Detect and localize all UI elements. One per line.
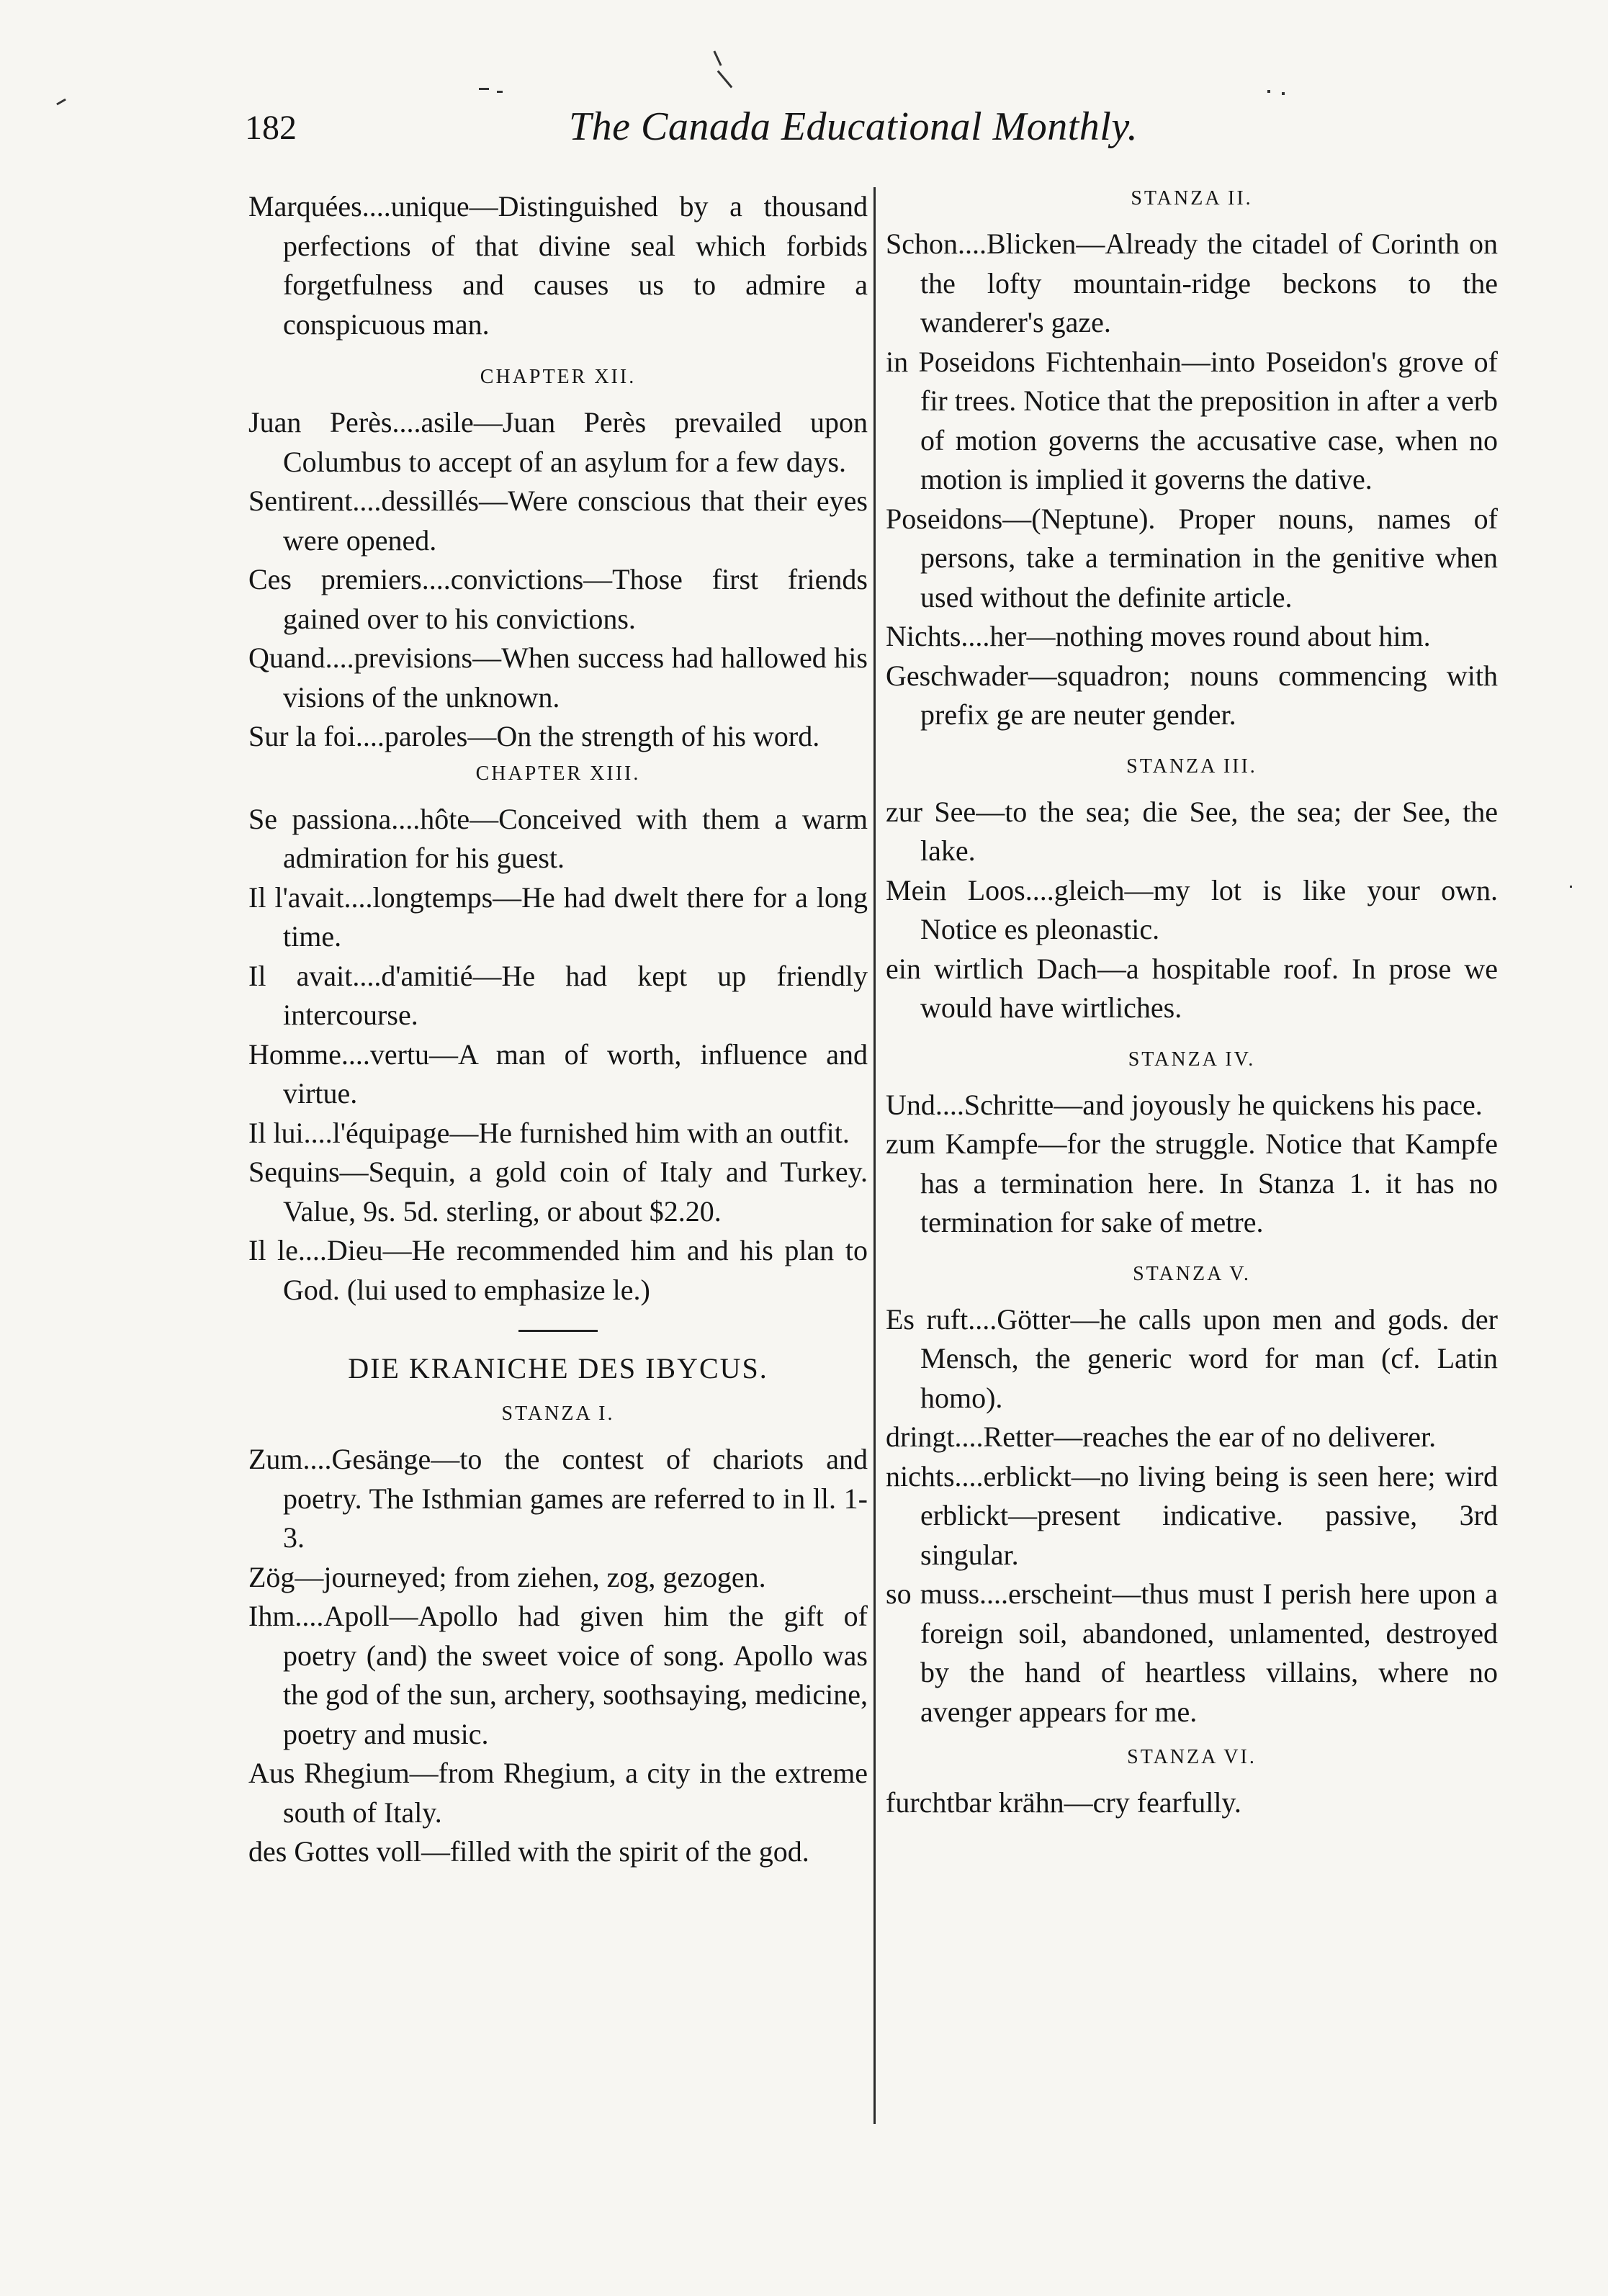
gloss-entry: Schon....Blicken—Already the citadel of Corinth on the lofty mountain-ridge beckons to the wanderer's gaze. bbox=[886, 228, 1498, 338]
right-column bbox=[886, 180, 1498, 1823]
print-mark bbox=[479, 88, 489, 90]
print-mark bbox=[1282, 92, 1285, 95]
print-mark bbox=[713, 50, 722, 66]
gloss-entry: Poseidons—(Neptune). Proper nouns, names of persons, take a termination in the genitive when used without the definite article. bbox=[886, 502, 1498, 613]
print-mark bbox=[717, 71, 733, 89]
gloss-entry: dringt....Retter—reaches the ear of no deliverer. bbox=[886, 1421, 1437, 1453]
gloss-entry: Il l'avait....longtemps—He had dwelt there for a long time. bbox=[248, 881, 868, 953]
gloss-entry: Zum....Gesänge—to the contest of chariots and poetry. The Isthmian games are referred to in ll. 1-3. bbox=[248, 1443, 868, 1554]
gloss-entry: Se passiona....hôte—Conceived with them a warm admiration for his guest. bbox=[248, 802, 868, 874]
gloss-entry: Mein Loos....gleich—my lot is like your own. Notice es pleonastic. bbox=[886, 873, 1498, 945]
stanza-heading: STANZA II. bbox=[1131, 187, 1253, 210]
gloss-entry: Sur la foi....paroles—On the strength of his word. bbox=[248, 720, 820, 752]
print-mark bbox=[1267, 90, 1270, 93]
gloss-entry: Ces premiers....convictions—Those first friends gained over to his convictions. bbox=[248, 563, 868, 635]
stanza-heading: STANZA III. bbox=[1126, 755, 1257, 778]
gloss-entry: Il avait....d'amitié—He had kept up friendly intercourse. bbox=[248, 959, 868, 1031]
gloss-entry: Il le....Dieu—He recommended him and his plan to God. (lui used to emphasize le.) bbox=[248, 1234, 868, 1306]
section-rule bbox=[518, 1330, 598, 1332]
page-number: 182 bbox=[245, 109, 297, 147]
running-title: The Canada Educational Monthly. bbox=[569, 104, 1138, 149]
gloss-entry: furchtbar krähn—cry fearfully. bbox=[886, 1786, 1241, 1819]
stanza-heading: STANZA IV. bbox=[1128, 1048, 1256, 1071]
gloss-entry: Nichts....her—nothing moves round about him. bbox=[886, 620, 1431, 652]
gloss-entry: nichts....erblickt—no living being is seen here; wird erblickt—present indicative. passive, 3rd singular. bbox=[886, 1459, 1498, 1571]
print-mark bbox=[56, 99, 66, 106]
gloss-entry: Ihm....Apoll—Apollo had given him the gift of poetry (and) the sweet voice of song. Apollo was the god of the sun, archery, soothsaying, medicine, poetry and music. bbox=[248, 1600, 868, 1750]
gloss-entry: Es ruft....Götter—he calls upon men and gods. der Mensch, the generic word for man (cf. Latin homo). bbox=[886, 1302, 1498, 1414]
gloss-entry: Quand....previsions—When success had hallowed his visions of the unknown. bbox=[248, 641, 868, 713]
gloss-entry: Zög—journeyed; from ziehen, zog, gezogen. bbox=[248, 1560, 766, 1593]
gloss-entry: Und....Schritte—and joyously he quickens his pace. bbox=[886, 1088, 1483, 1121]
column-divider bbox=[873, 187, 876, 2124]
gloss-entry: in Poseidons Fichtenhain—into Poseidon's grove of fir trees. Notice that the preposition in after a verb of motion governs the accusative case, when no motion is implied it governs the dative. bbox=[886, 345, 1498, 495]
gloss-entry: Il lui....l'équipage—He furnished him with an outfit. bbox=[248, 1116, 850, 1149]
stanza-heading: STANZA VI. bbox=[1127, 1746, 1257, 1768]
gloss-entry: zur See—to the sea; die See, the sea; der See, the lake. bbox=[886, 795, 1498, 867]
gloss-entry: des Gottes voll—filled with the spirit of the god. bbox=[248, 1835, 809, 1868]
stanza-heading: STANZA I. bbox=[501, 1403, 615, 1425]
gloss-entry: Aus Rhegium—from Rhegium, a city in the extreme south of Italy. bbox=[248, 1757, 868, 1829]
print-mark bbox=[497, 91, 503, 93]
chapter-heading: CHAPTER XII. bbox=[480, 366, 637, 388]
gloss-entry: Homme....vertu—A man of worth, influence and virtue. bbox=[248, 1037, 868, 1109]
gloss-entry: ein wirtlich Dach—a hospitable roof. In prose we would have wirtliches. bbox=[886, 952, 1498, 1024]
gloss-entry: zum Kampfe—for the struggle. Notice that Kampfe has a termination here. In Stanza 1. it has no termination for sake of metre. bbox=[886, 1127, 1498, 1238]
gloss-entry: Sequins—Sequin, a gold coin of Italy and Turkey. Value, 9s. 5d. sterling, or about $2.20. bbox=[248, 1156, 868, 1228]
gloss-entry: Sentirent....dessillés—Were conscious that their eyes were opened. bbox=[248, 485, 868, 557]
poem-title: DIE KRANICHE DES IBYCUS. bbox=[348, 1352, 768, 1385]
page-header bbox=[245, 104, 1469, 173]
gloss-entry: Marquées....unique—Distinguished by a thousand perfections of that divine seal which forbids forgetfulness and causes us to admire a conspicuous man. bbox=[248, 190, 868, 341]
left-column bbox=[248, 187, 868, 1872]
stanza-heading: STANZA V. bbox=[1133, 1262, 1251, 1285]
chapter-heading: CHAPTER XIII. bbox=[475, 762, 641, 785]
gloss-entry: Juan Perès....asile—Juan Perès prevailed upon Columbus to accept of an asylum for a few days. bbox=[248, 406, 868, 478]
gloss-entry: Geschwader—squadron; nouns commencing with prefix ge are neuter gender. bbox=[886, 659, 1498, 731]
print-mark bbox=[1570, 886, 1572, 888]
gloss-entry: so muss....erscheint—thus must I perish here upon a foreign soil, abandoned, unlamented, destroyed by the hand of heartless villains, where no avenger appears for me. bbox=[886, 1577, 1498, 1728]
